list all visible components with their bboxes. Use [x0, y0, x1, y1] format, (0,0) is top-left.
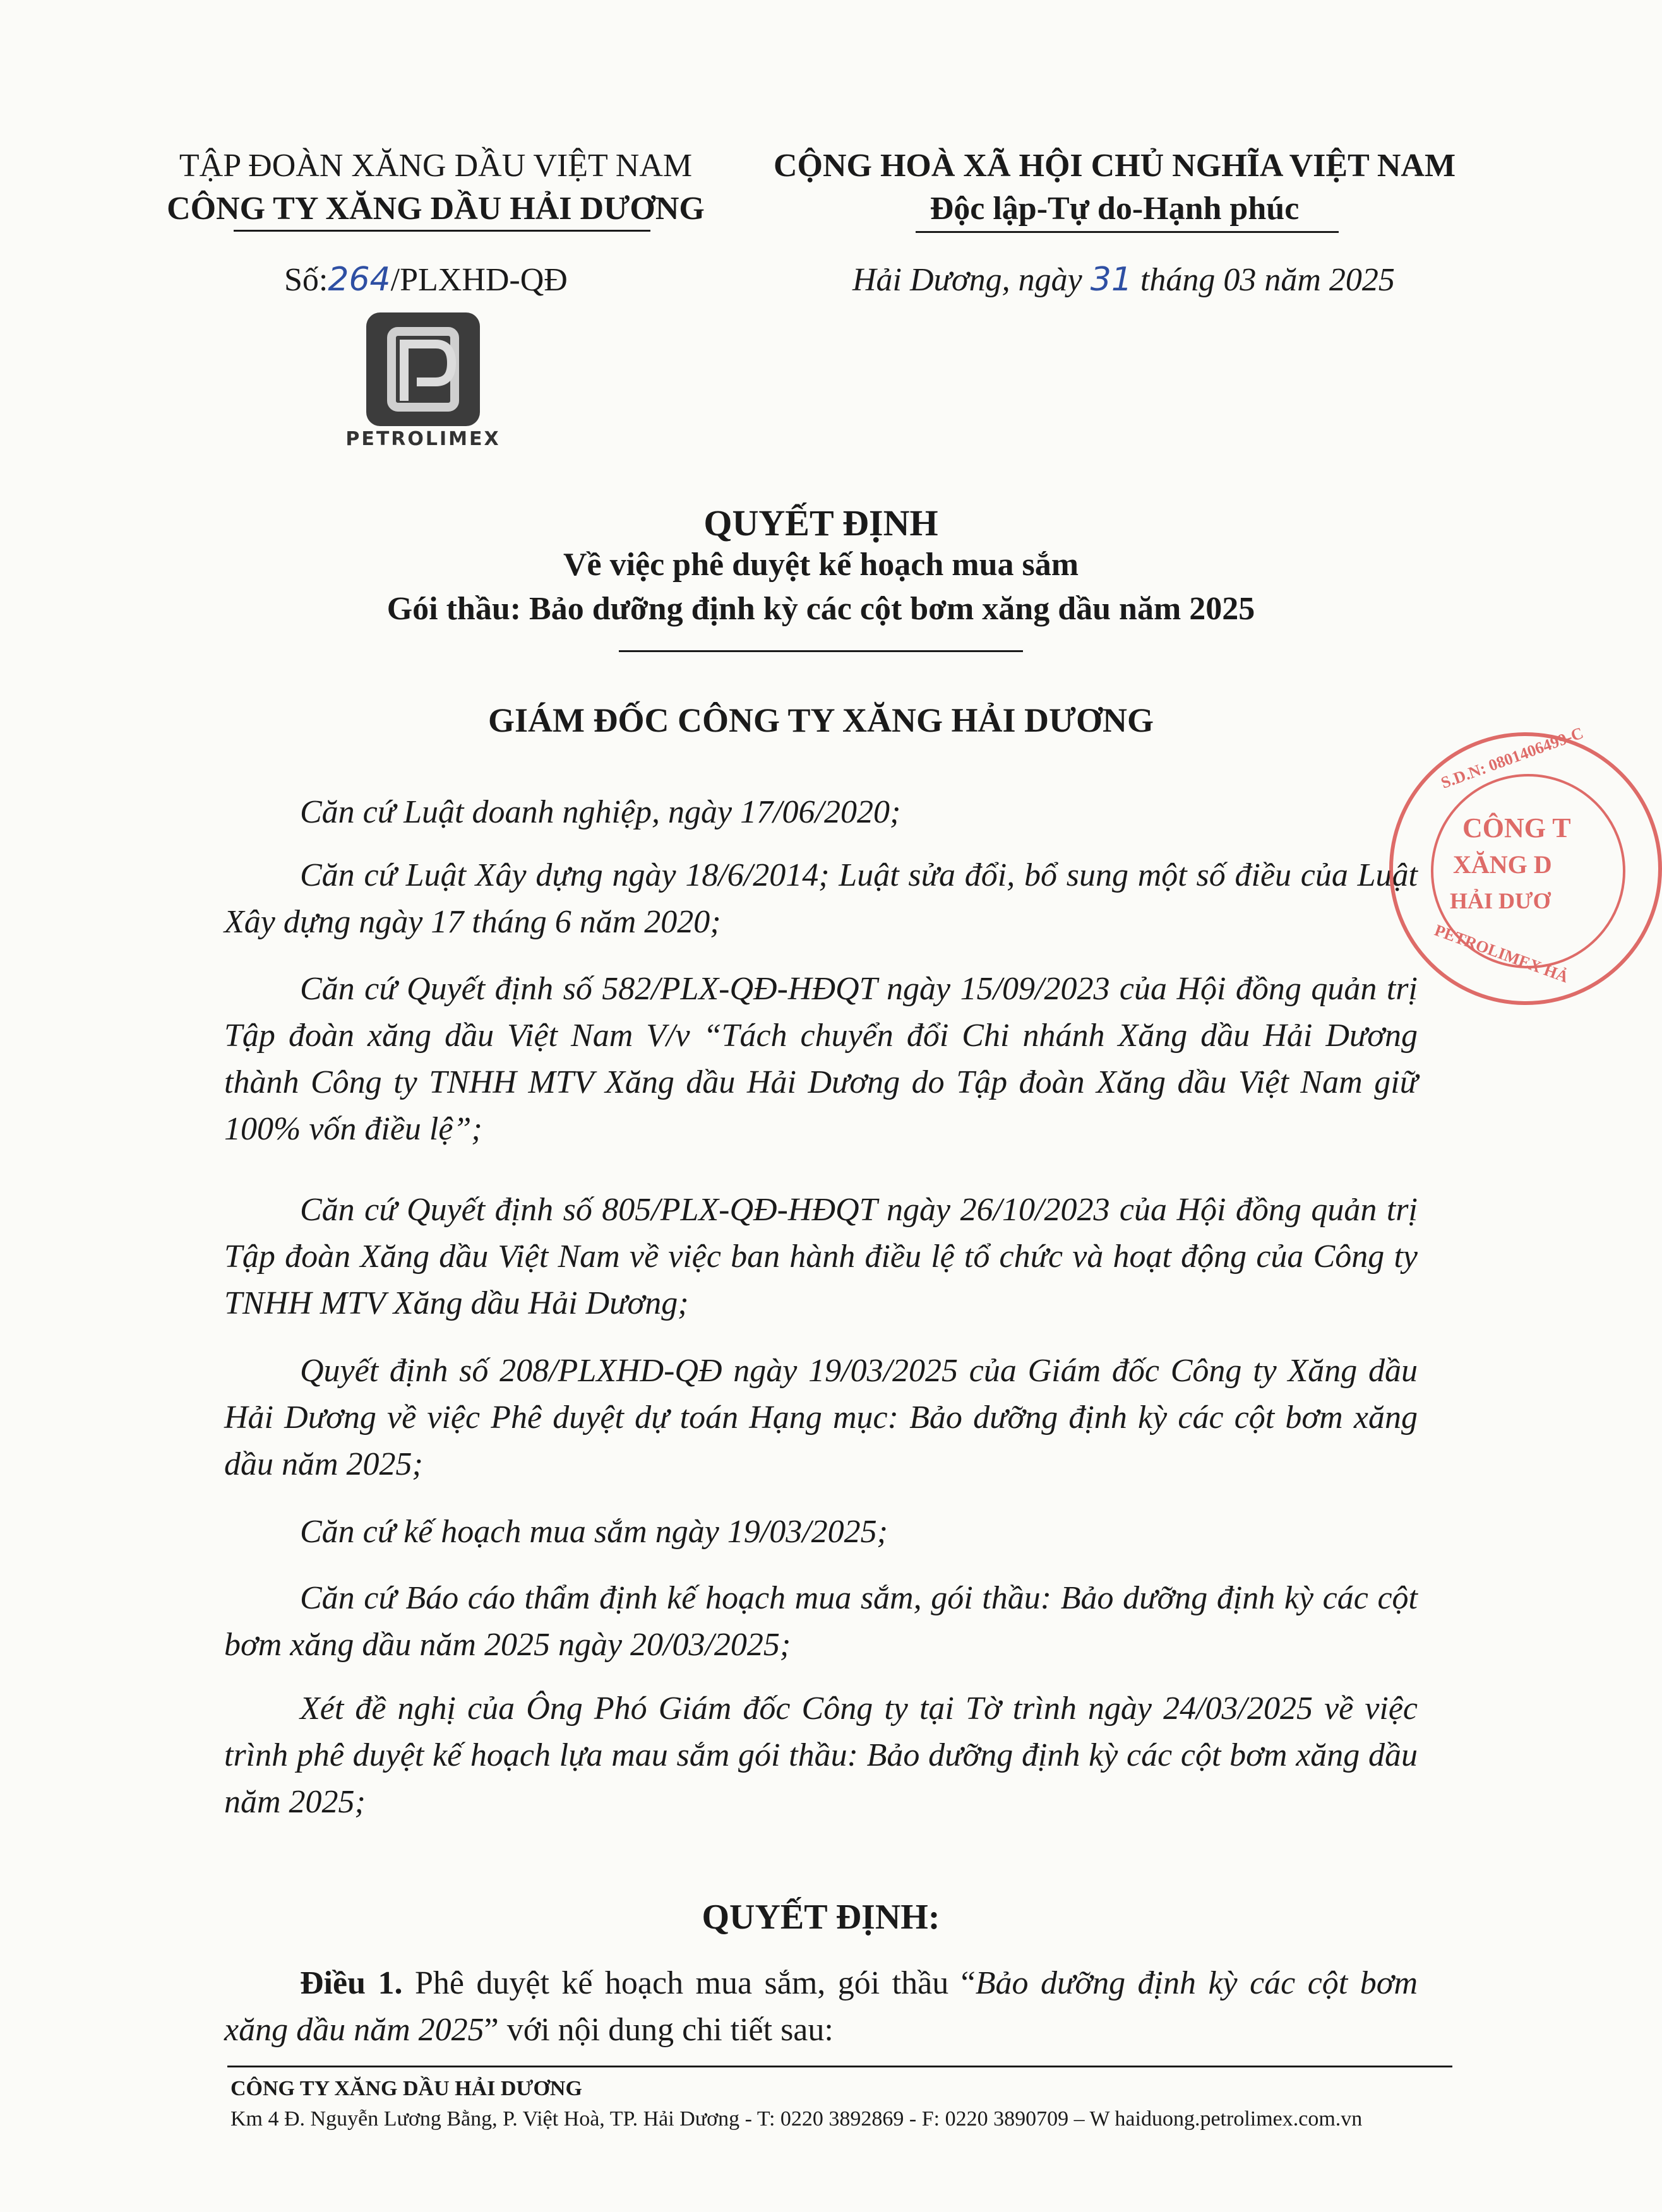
basis-paragraph: Căn cứ Luật doanh nghiệp, ngày 17/06/2020;	[300, 794, 901, 830]
issuer-group: TẬP ĐOÀN XĂNG DẦU VIỆT NAM	[179, 148, 693, 184]
date-handwritten: 31	[1090, 261, 1132, 299]
basis-paragraph: Căn cứ Quyết định số 582/PLX-QĐ-HĐQT ngày 15/09/2023 của Hội đồng quản trị Tập đoàn xăng dầu Việt Nam V/v “Tách chuyển đổi Chi nhánh Xăng dầu Hải Dương thành Công ty TNHH MTV Xăng dầu Hải Dương do Tập đoàn Xăng dầu Việt Nam giữ 100% vốn điều lệ”;	[224, 971, 1418, 1147]
title-divider	[619, 650, 1023, 652]
motto-underline	[916, 231, 1339, 233]
logo-wordmark: PETROLIMEX	[345, 428, 501, 450]
decision-package: Gói thầu: Bảo dưỡng định kỳ các cột bơm xăng dầu năm 2025	[386, 591, 1255, 627]
nation-title: CỘNG HOÀ XÃ HỘI CHỦ NGHĨA VIỆT NAM	[773, 148, 1456, 184]
document-date: Hải Dương, ngày 31 tháng 03 năm 2025	[852, 261, 1395, 299]
decision-subject: Về việc phê duyệt kế hoạch mua sắm	[563, 547, 1079, 583]
basis-paragraph: Căn cứ Quyết định số 805/PLX-QĐ-HĐQT ngày 26/10/2023 của Hội đồng quản trị Tập đoàn Xăng dầu Việt Nam về việc ban hành điều lệ tổ chức và hoạt động của Công ty TNHH MTV Xăng dầu Hải Dương;	[224, 1192, 1418, 1321]
footer-address: Km 4 Đ. Nguyễn Lương Bằng, P. Việt Hoà, TP. Hải Dương - T: 0220 3892869 - F: 0220 3890709 – W haiduong.petrolimex.com.vn	[230, 2107, 1363, 2131]
basis-paragraph: Căn cứ Báo cáo thẩm định kế hoạch mua sắm, gói thầu: Bảo dưỡng định kỳ các cột bơm xăng dầu năm 2025 ngày 20/03/2025;	[224, 1580, 1418, 1663]
footer-divider	[227, 2066, 1452, 2067]
document-number: Số:264/PLXHD-QĐ	[284, 261, 568, 299]
decision-authority: GIÁM ĐỐC CÔNG TY XĂNG HẢI DƯƠNG	[487, 701, 1154, 739]
number-handwritten: 264	[328, 261, 391, 299]
company-seal: S.D.N: 0801406499-C CÔNG T XĂNG D HẢI DƯƠ PETROLIMEX HẢ	[1389, 732, 1662, 1005]
decision-title: QUYẾT ĐỊNH	[703, 502, 938, 544]
basis-paragraph: Quyết định số 208/PLXHD-QĐ ngày 19/03/2025 của Giám đốc Công ty Xăng dầu Hải Dương về việc Phê duyệt dự toán Hạng mục: Bảo dưỡng định kỳ các cột bơm xăng dầu năm 2025;	[224, 1353, 1418, 1482]
footer-company: CÔNG TY XĂNG DẦU HẢI DƯƠNG	[230, 2077, 582, 2100]
petrolimex-logo-icon	[366, 312, 480, 426]
article-1: Điều 1. Phê duyệt kế hoạch mua sắm, gói thầu “Bảo dưỡng định kỳ các cột bơm xăng dầu năm 2025” với nội dung chi tiết sau:	[224, 1965, 1418, 2048]
issuer-company: CÔNG TY XĂNG DẦU HẢI DƯƠNG	[167, 191, 705, 227]
basis-paragraph: Căn cứ kế hoạch mua sắm ngày 19/03/2025;	[300, 1514, 888, 1550]
decision-heading: QUYẾT ĐỊNH:	[702, 1898, 940, 1937]
basis-paragraph: Xét đề nghị của Ông Phó Giám đốc Công ty tại Tờ trình ngày 24/03/2025 về việc trình phê duyệt kế hoạch lựa mau sắm gói thầu: Bảo dưỡng định kỳ các cột bơm xăng dầu năm 2025;	[224, 1691, 1418, 1820]
issuer-underline	[234, 230, 650, 232]
nation-motto: Độc lập-Tự do-Hạnh phúc	[930, 191, 1300, 227]
basis-paragraph: Căn cứ Luật Xây dựng ngày 18/6/2014; Luật sửa đổi, bổ sung một số điều của Luật Xây dựng ngày 17 tháng 6 năm 2020;	[224, 857, 1418, 940]
article-label: Điều 1.	[300, 1965, 403, 2001]
